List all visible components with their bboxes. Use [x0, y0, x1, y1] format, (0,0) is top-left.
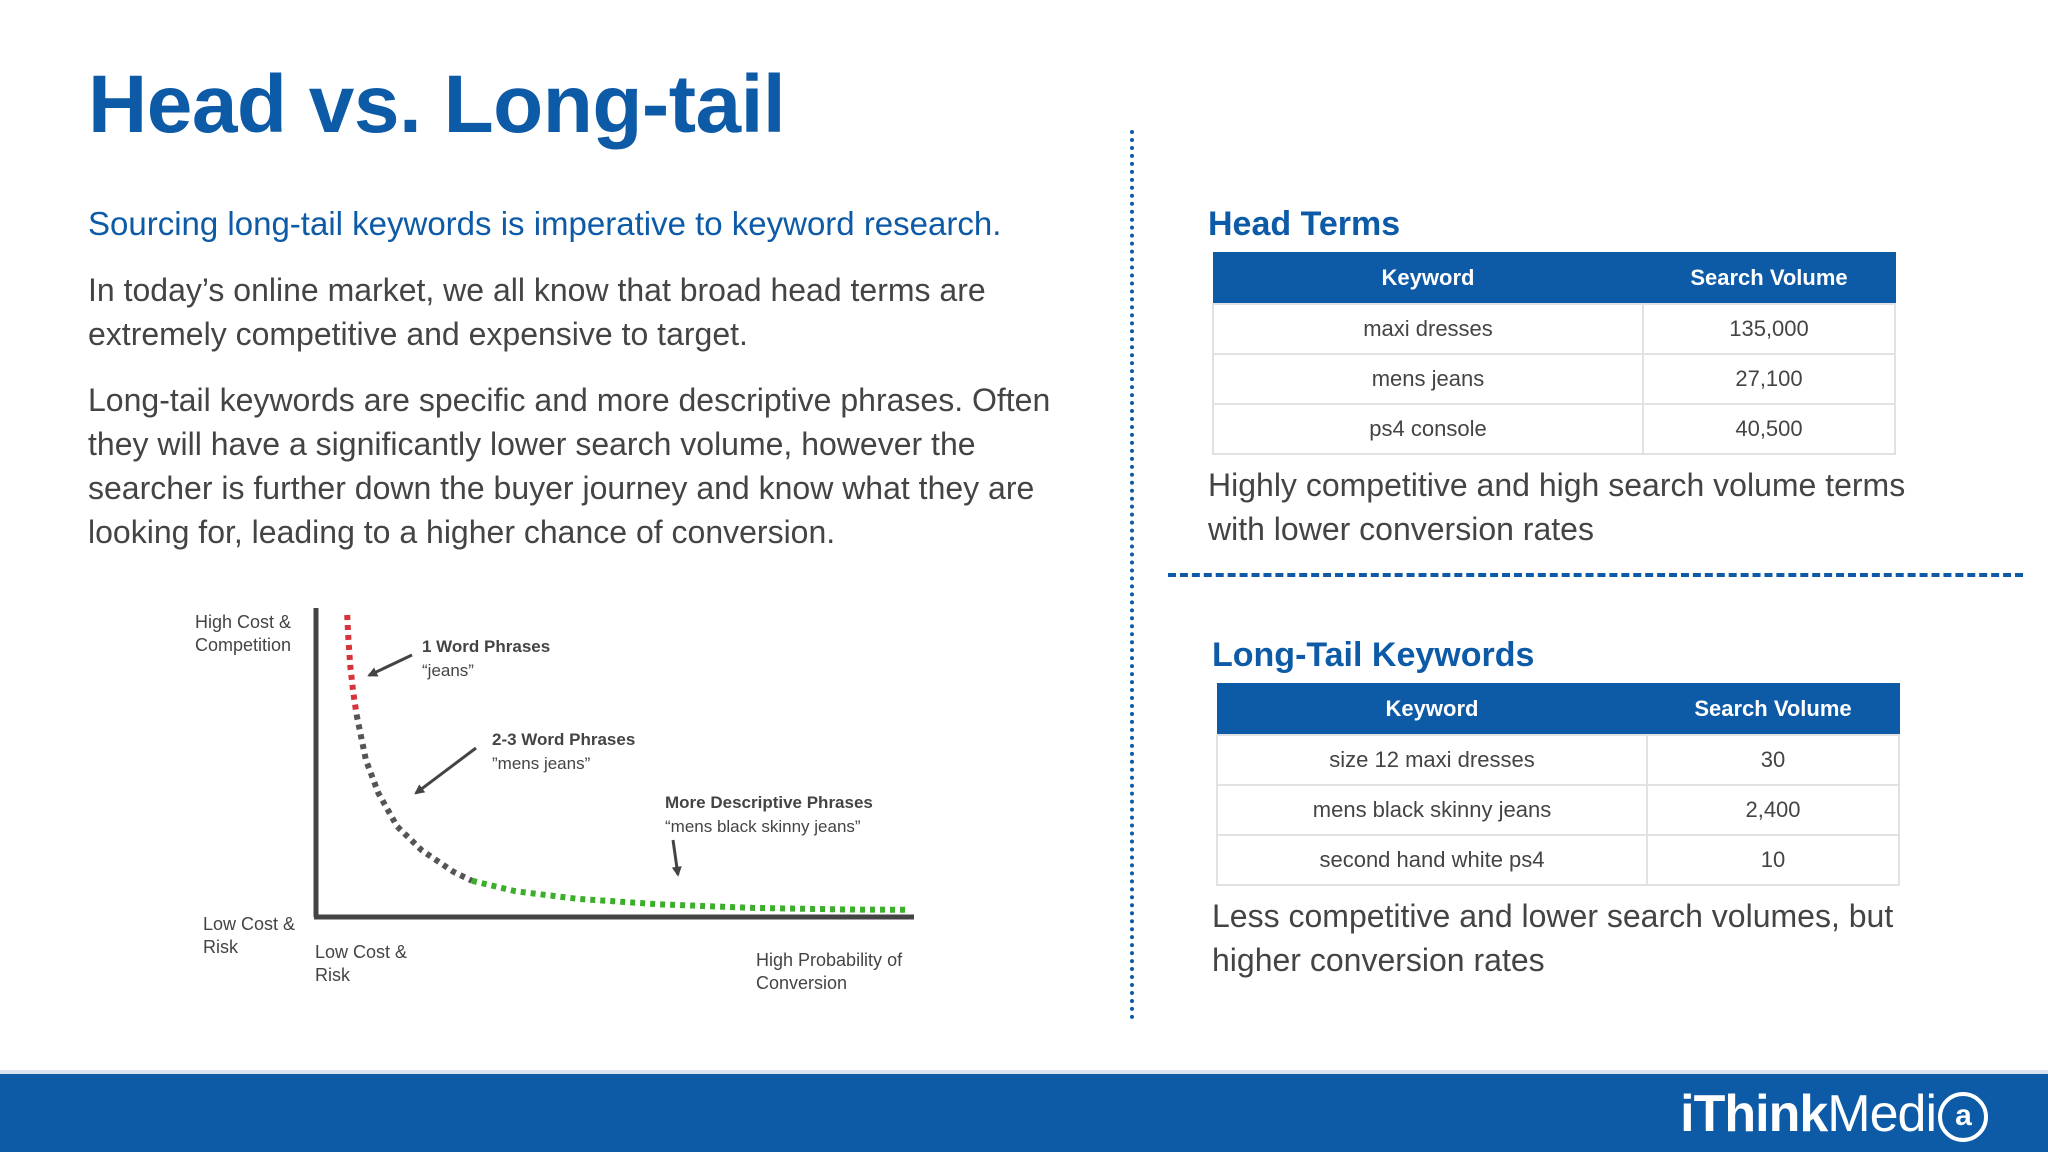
keyword-cell: size 12 maxi dresses: [1217, 735, 1647, 785]
annotation-arrow: [673, 840, 678, 875]
footer-bar: [0, 1070, 2048, 1152]
keyword-cell: ps4 console: [1213, 404, 1643, 454]
curve-segment-2: [357, 715, 472, 881]
search-volume-column-header: Search Volume: [1643, 253, 1895, 305]
annotation-arrow: [369, 655, 412, 675]
page-title: Head vs. Long-tail: [88, 59, 786, 150]
head-terms-note: Highly competitive and high search volume terms with lower conversion rates: [1208, 467, 1906, 547]
annotation-title: 2-3 Word Phrases: [492, 730, 636, 749]
volume-cell: 10: [1647, 835, 1899, 885]
annotation-arrow: [416, 748, 476, 793]
volume-cell: 30: [1647, 735, 1899, 785]
keyword-cell: maxi dresses: [1213, 304, 1643, 354]
search-volume-column-header: Search Volume: [1647, 684, 1899, 736]
annotation-example: ”mens jeans”: [492, 754, 591, 773]
head-terms-title: Head Terms: [1208, 205, 1401, 243]
table-row: [1213, 354, 1895, 404]
table-row: [1213, 404, 1895, 454]
long-tail-note: Less competitive and lower search volumes, but higher conversion rates: [1212, 898, 1894, 978]
volume-cell: 135,000: [1643, 304, 1895, 354]
volume-cell: 2,400: [1647, 785, 1899, 835]
at-sign-icon: a: [1938, 1092, 1988, 1142]
table-row: [1213, 304, 1895, 354]
vertical-divider: [1130, 130, 1134, 1020]
long-tail-paragraph: Long-tail keywords are specific and more descriptive phrases. Often they will have a significantly lower search volume, however the searcher is further down the buyer journey and know what they are looking for, leading to a higher chance of conversion.: [88, 382, 1051, 550]
keyword-cell: mens jeans: [1213, 354, 1643, 404]
annotation-title: 1 Word Phrases: [422, 637, 551, 656]
x-axis-left-label: Low Cost & Risk: [315, 942, 408, 985]
table-row: [1217, 835, 1899, 885]
table-row: [1217, 785, 1899, 835]
annotation-example: “mens black skinny jeans”: [665, 817, 861, 836]
annotation-1: [369, 637, 550, 680]
y-axis-bottom-label: Low Cost & Risk: [203, 914, 296, 957]
table-header-row: [1217, 684, 1899, 736]
table-header-row: [1213, 253, 1895, 305]
ithinkmedia-logo: iThinkMedi a: [1680, 1084, 1988, 1144]
curve-segment-3: [472, 881, 909, 910]
intro-paragraph: In today’s online market, we all know that broad head terms are extremely competitive and expensive to target.: [88, 272, 986, 352]
annotation-3: [665, 793, 873, 875]
keyword-curve-chart: [0, 0, 1000, 1020]
curve-segment-1: [347, 615, 356, 715]
annotation-example: “jeans”: [422, 661, 474, 680]
annotation-title: More Descriptive Phrases: [665, 793, 873, 812]
y-axis-top-label: High Cost & Competition: [195, 612, 292, 655]
x-axis-right-label: High Probability of Conversion: [756, 950, 903, 993]
annotation-2: [416, 730, 635, 793]
keyword-column-header: Keyword: [1213, 253, 1643, 305]
horizontal-divider: [1168, 573, 2023, 577]
head-terms-table: [1212, 252, 1896, 455]
subtitle: Sourcing long-tail keywords is imperative to keyword research.: [88, 205, 1002, 242]
long-tail-title: Long-Tail Keywords: [1212, 636, 1535, 674]
keyword-column-header: Keyword: [1217, 684, 1647, 736]
long-tail-table: [1216, 683, 1900, 886]
volume-cell: 40,500: [1643, 404, 1895, 454]
keyword-cell: mens black skinny jeans: [1217, 785, 1647, 835]
volume-cell: 27,100: [1643, 354, 1895, 404]
keyword-cell: second hand white ps4: [1217, 835, 1647, 885]
table-row: [1217, 735, 1899, 785]
